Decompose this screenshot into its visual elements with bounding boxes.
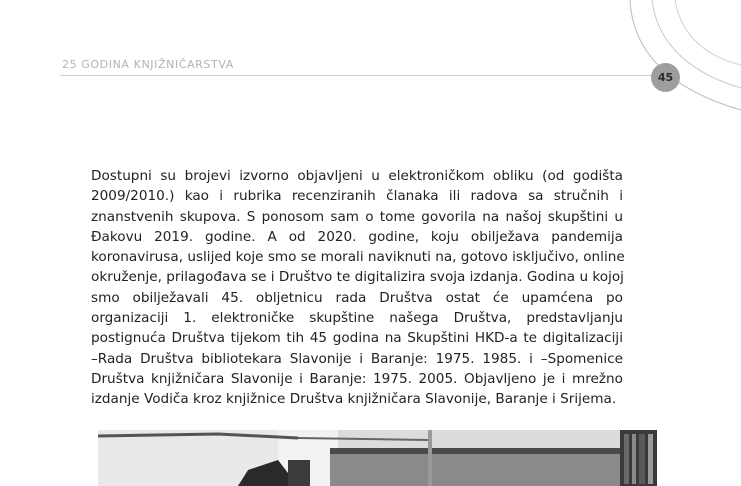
body-paragraph	[91, 166, 623, 410]
body-line: znanstvenih skupova. S ponosom sam o tome govorila na našoj skupštini u	[91, 208, 623, 225]
page-number-badge: 45	[651, 63, 680, 92]
running-header-title: 25 GODINA KNJIŽNIČARSTVA	[62, 58, 234, 71]
body-line: Đakovu 2019. godine. A od 2020. godine, koju obilježava pandemija	[91, 228, 623, 245]
body-line: Društva knjižničara Slavonije i Baranje: 1975. 2005. Objavljeno je i mrežno	[91, 370, 623, 387]
body-line: organizaciji 1. elektroničke skupštine našega Društva, predstavljanju	[91, 310, 623, 327]
body-line: okruženje, prilagođava se i Društvo te digitalizira svoja izdanja. Godina u kojoj	[91, 269, 624, 286]
library-interior-photo	[98, 430, 657, 486]
body-line: 2009/2010.) kao i rubrika recenziranih članaka ili radova sa stručnih i	[91, 188, 623, 205]
body-line: izdanje Vodiča kroz knjižnice Društva knjižničara Slavonije, Baranje i Srijema.	[91, 391, 617, 408]
body-line: –Rada Društva bibliotekara Slavonije i Baranje: 1975. 1985. i –Spomenice	[91, 350, 623, 367]
body-line: Dostupni su brojevi izvorno objavljeni u elektroničkom obliku (od godišta	[91, 168, 623, 184]
body-line: smo obilježavali 45. obljetnicu rada Društva ostat će upamćena po	[91, 289, 623, 306]
body-line: postignuća Društva tijekom tih 45 godina na Skupštini HKD-a te digitalizaciji	[91, 330, 623, 347]
body-line: koronavirusa, uslijed koje smo se morali naviknuti na, gotovo isključivo, online	[91, 249, 625, 266]
header-rule	[60, 75, 653, 76]
